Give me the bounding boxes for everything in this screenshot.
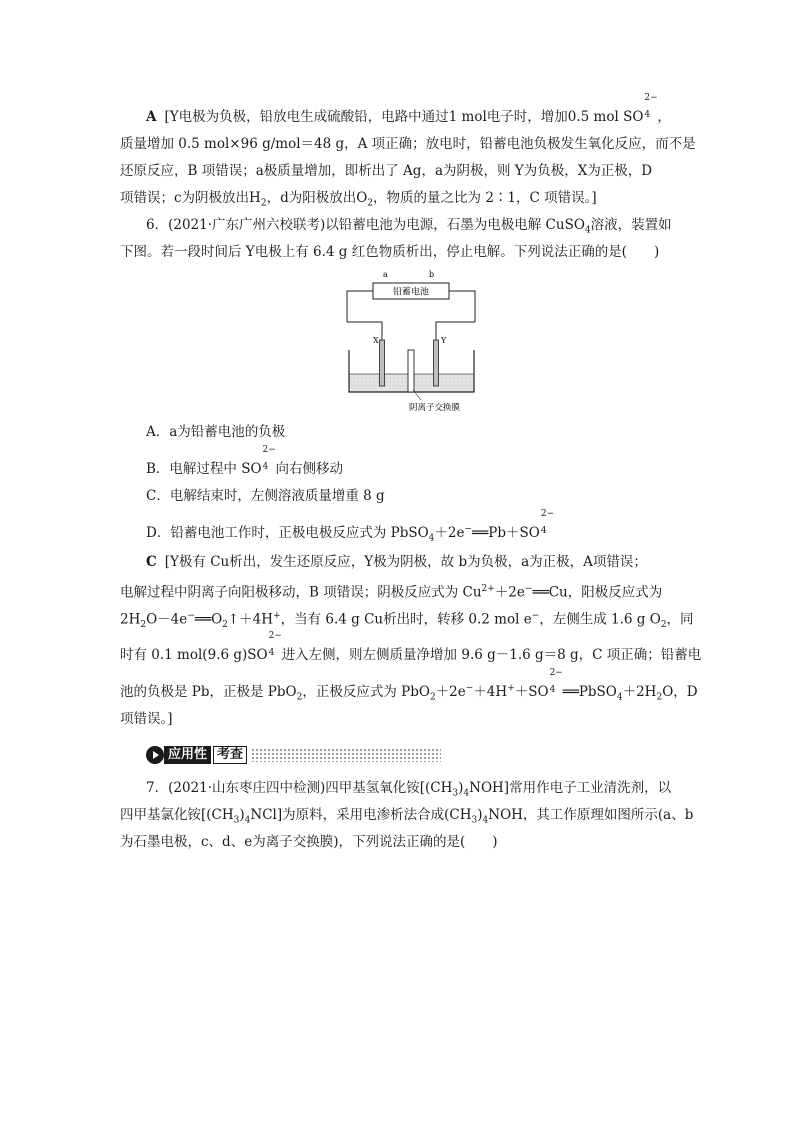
section-tag: 考查 — [213, 746, 247, 764]
q6-answer-line-6: 项错误。] — [120, 711, 173, 727]
answer-letter: C — [146, 554, 157, 570]
electrode-x-label: X — [373, 336, 379, 345]
q7-stem-line-1: 7．(2021·山东枣庄四中检测)四甲基氢氧化铵$[(CH_3)_4NOH]$常用作电子工业清洗剂，以 — [146, 780, 672, 799]
wire-right — [449, 291, 475, 322]
electrode-x — [380, 340, 385, 386]
q6-answer-line-5: 池的负极是 Pb，正极是 PbO$_2$，正极反应式为 PbO$_2$＋2e−＋4H+＋SO 2− 4 $══PbSO_4+2H_2O$，D — [120, 668, 698, 703]
q6-answer-line-4: 时有 0.1 mol(9.6 g)SO 2− 4 进入左侧，则左侧质量净增加 9.6 g－1.6 g＝8 g，C 项正确；铅蓄电 — [120, 631, 702, 663]
q6-answer-line-3: $2H_2O-4e^-══O_2↑+4H^+$，当有 6.4 g Cu析出时，转移 0.2 mol e−，左侧生成 1.6 g $O_2$，同 — [120, 611, 694, 631]
q5-answer-line-4: 项错误；c为阴极放出$H_2$，d为阳极放出$O_2$，物质的量之比为 2∶1，C 项错误。] — [120, 190, 597, 209]
electrolysis-diagram — [343, 270, 483, 415]
q6-option-b: B．电解过程中 SO 2− 4 向右侧移动 — [146, 445, 344, 477]
answer-letter: A — [146, 109, 157, 125]
wire-left — [347, 291, 373, 322]
q6-answer-line-2: 电解过程中阴离子向阳极移动，B 项错误；阴极反应式为 $Cu^{2+}+2e^-══Cu$，阳极反应式为 — [120, 584, 663, 601]
q6-option-c: C．电解结束时，左侧溶液质量增重 8 g — [146, 488, 385, 504]
battery-label: 铅蓄电池 — [392, 287, 430, 298]
q5-answer-line-3: 还原反应，B 项错误；a极质量增加，即析出了 Ag，a为阴极，则 Y为负极，X为正极，D — [120, 163, 653, 179]
membrane-label: 阴离子交换膜 — [409, 403, 461, 413]
electrode-y — [434, 340, 439, 386]
anion-exchange-membrane — [408, 350, 414, 392]
q7-stem-line-3: 为石墨电极，c、d、e为离子交换膜)，下列说法正确的是( ) — [120, 834, 498, 850]
section-title: 应用性 — [164, 746, 211, 764]
section-banner — [146, 746, 441, 764]
q5-answer-line-1: A [Y电极为负极，铅放电生成硫酸铅，电路中通过1 mol电子时，增加0.5 mol SO 2− 4 ， — [146, 93, 671, 125]
q7-stem-line-2: 四甲基氯化铵$[(CH_3)_4NCl]$为原料，采用电渗析法合成$(CH_3)_4NOH$，其工作原理如图所示(a、b — [120, 807, 694, 826]
electrode-y-label: Y — [441, 336, 447, 345]
q5-answer-line-2: 质量增加 0.5 mol×96 g/mol＝48 g，A 项正确；放电时，铅蓄电池负极发生氧化反应，而不是 — [120, 136, 696, 152]
dotted-divider — [251, 748, 441, 762]
play-icon — [146, 746, 164, 764]
terminal-b-label: b — [429, 270, 435, 279]
q6-stem-line-1: 6．(2021·广东广州六校联考)以铅蓄电池为电源，石墨为电极电解 CuSO$_4$溶液，装置如 — [146, 217, 672, 236]
q6-option-a: A．a为铅蓄电池的负极 — [146, 424, 286, 440]
q6-stem-line-2: 下图。若一段时间后 Y电极上有 6.4 g 红色物质析出，停止电解。下列说法正确的是( ) — [120, 244, 660, 260]
q6-answer-line-1: C [Y极有 Cu析出，发生还原反应，Y极为阴极，故 b为负极，a为正极，A项错误； — [146, 554, 647, 570]
terminal-a-label: a — [383, 270, 388, 279]
sulfate-ion-charge: 2− 4 — [644, 93, 658, 120]
q6-option-d: D．铅蓄电池工作时，正极电极反应式为 PbSO$_4$＋2e−══Pb＋SO 2− 4 — [146, 509, 555, 544]
